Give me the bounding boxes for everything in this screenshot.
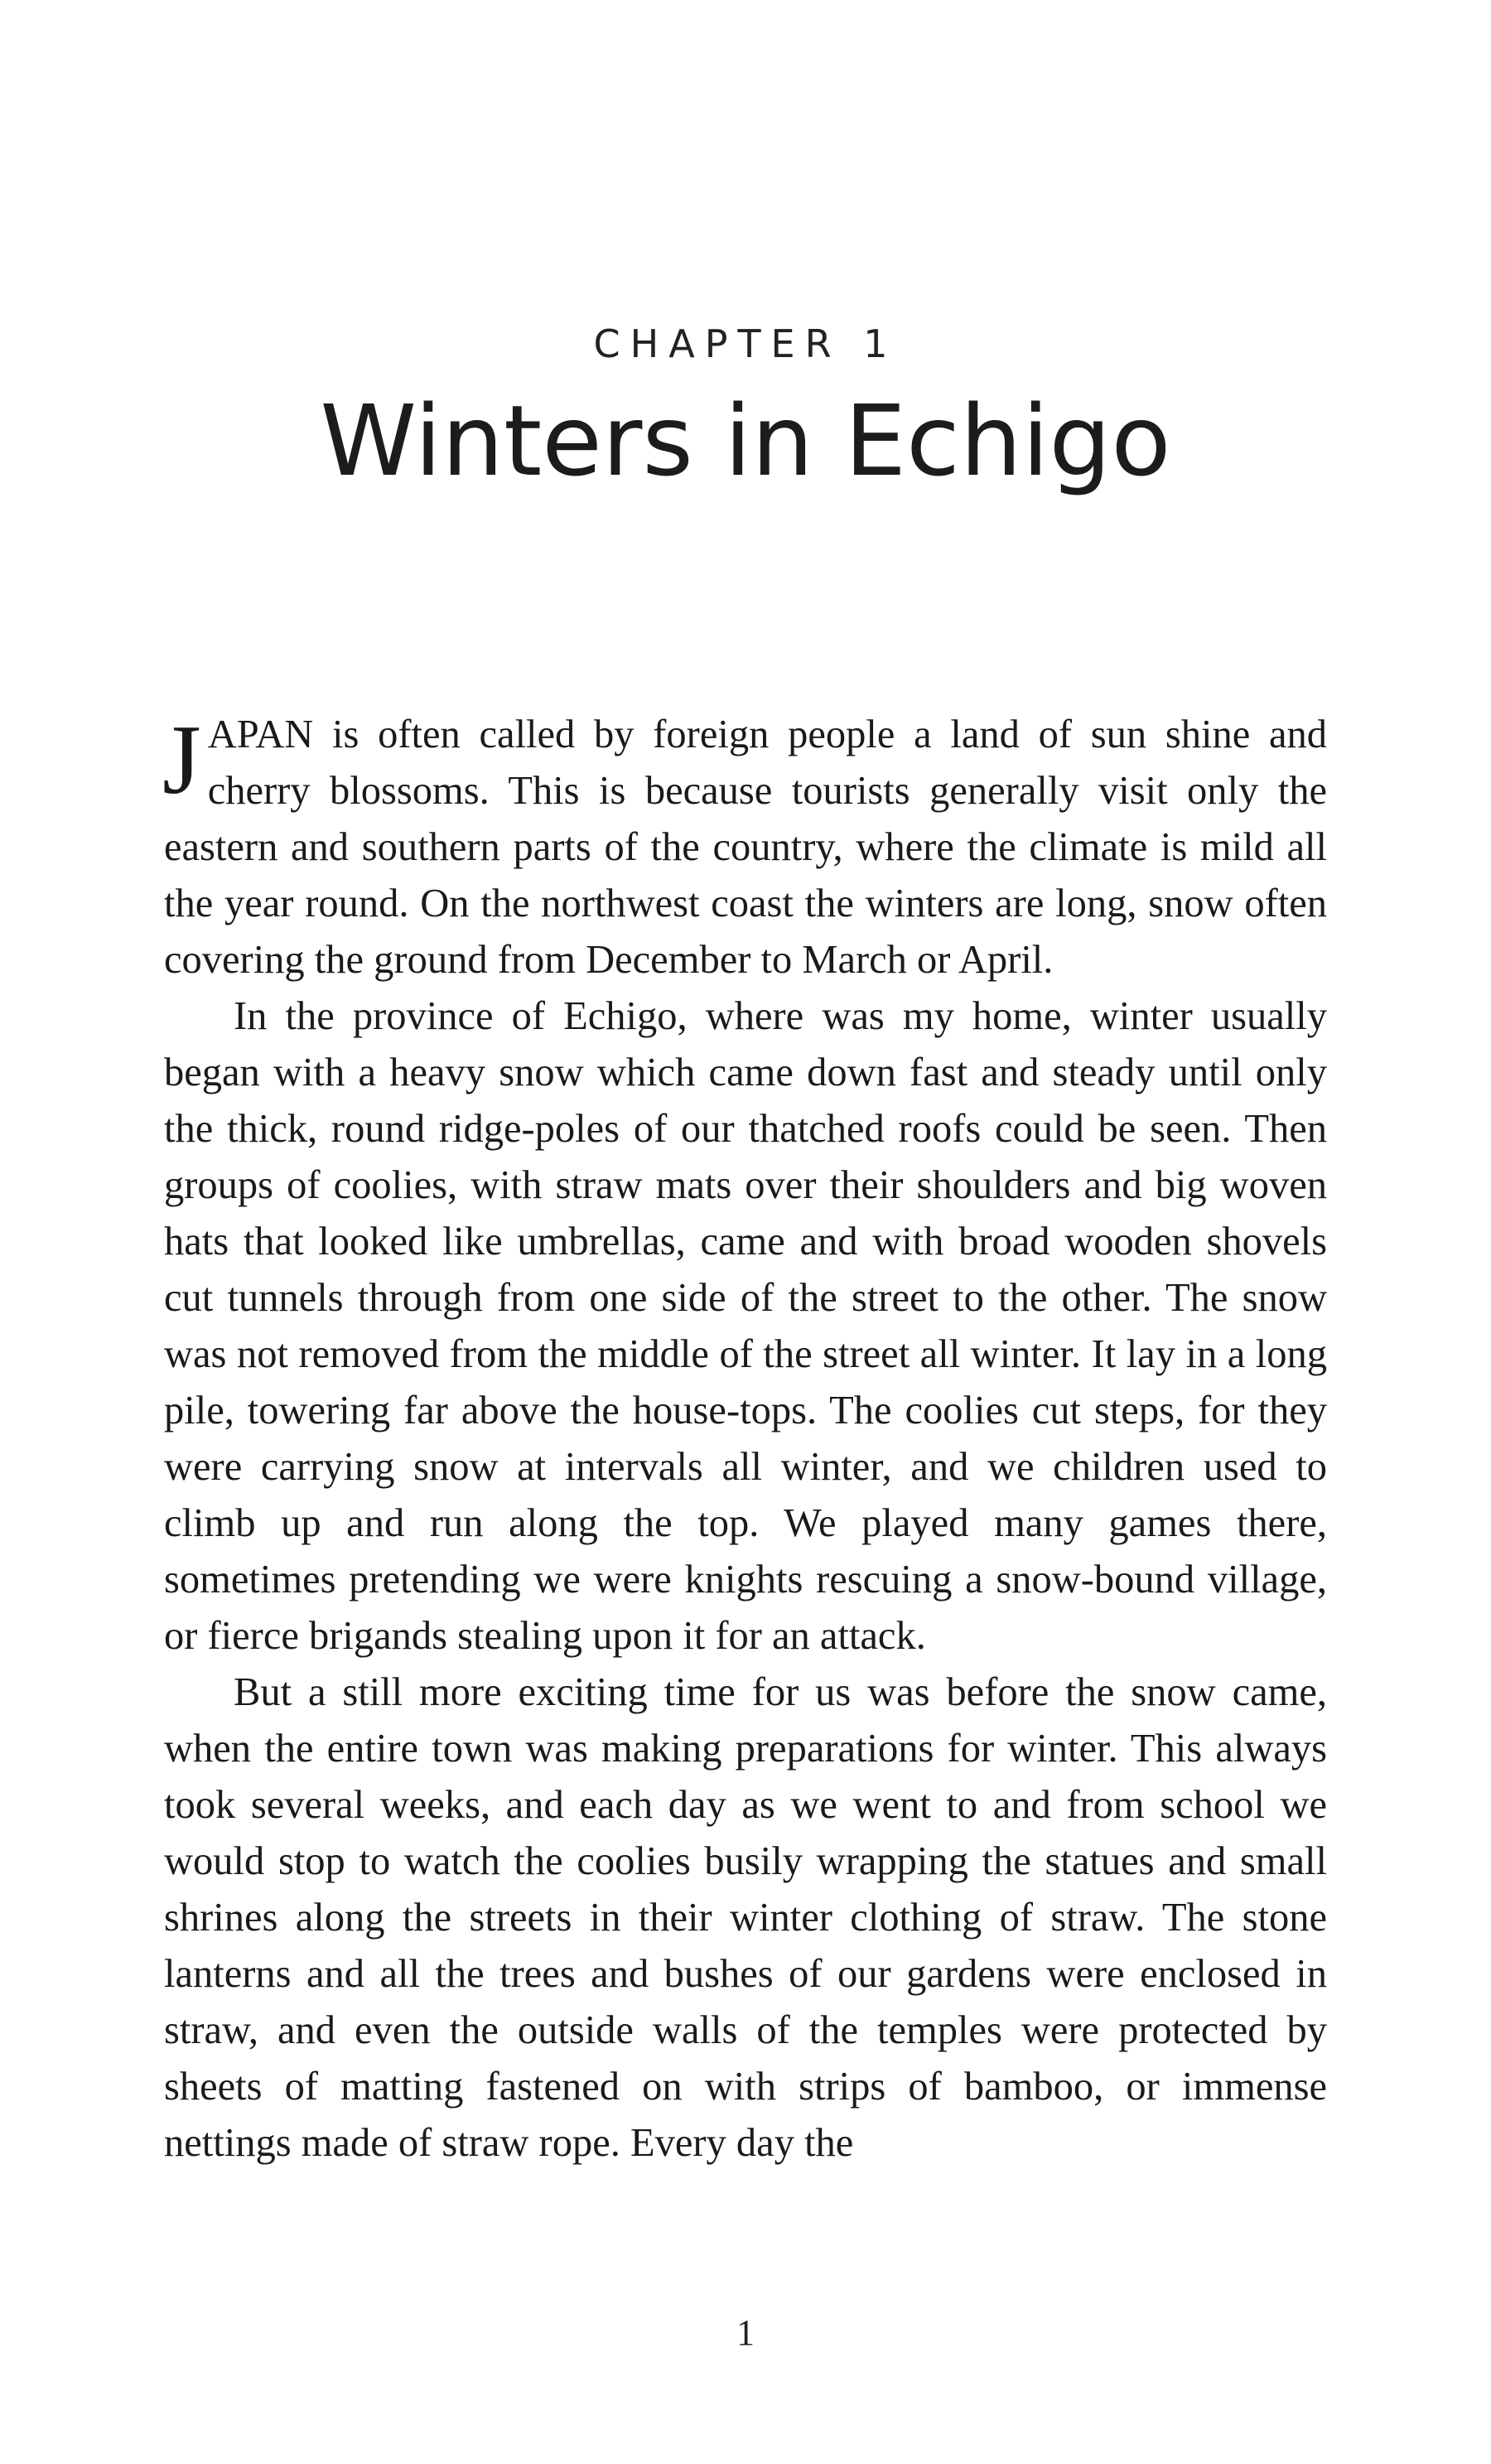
paragraph-3: But a still more exciting time for us was before the snow came, when the entire town was making preparations for winter. This always took several weeks, and each day as we went to and from school we would stop to watch the coolies busily wrapping the statues and small shrines along the streets in their winter clothing of straw. The stone lanterns and all the trees and bushes of our gardens were enclosed in straw, and even the outside walls of the temples were protected by sheets of matting fastened on with strips of bamboo, or immense nettings made of straw rope. Every day the <box>164 1670 1327 2165</box>
page-number: 1 <box>736 2312 755 2353</box>
paragraph-1 <box>162 704 1327 988</box>
paragraph-1-text: APAN is often called by foreign people a land of sun shine and cherry blossoms. This is because tourists generally visit only the eastern and southern parts of the country, where the climate is mild all the year round. On the northwest coast the winters are long, snow often covering the ground from December to March or April. <box>164 713 1327 982</box>
paragraph-2: In the province of Echigo, where was my home, winter usually began with a heavy snow which came down fast and steady until only the thick, round ridge-poles of our thatched roofs could be seen. Then groups of coolies, with straw mats over their shoulders and big woven hats that looked like umbrellas, came and with broad wooden shovels cut tunnels through from one side of the street to the other. The snow was not removed from the middle of the street all winter. It lay in a long pile, towering far above the house-tops. The coolies cut steps, for they were carrying snow at intervals all winter, and we children used to climb up and run along the top. We played many games there, sometimes pretending we were knights rescuing a snow-bound village, or fierce brigands stealing upon it for an attack. <box>164 994 1327 1658</box>
chapter-label: CHAPTER 1 <box>593 321 898 366</box>
drop-cap: J <box>162 704 201 814</box>
chapter-body <box>162 704 1327 2172</box>
chapter-title: Winters in Echigo <box>320 384 1171 498</box>
